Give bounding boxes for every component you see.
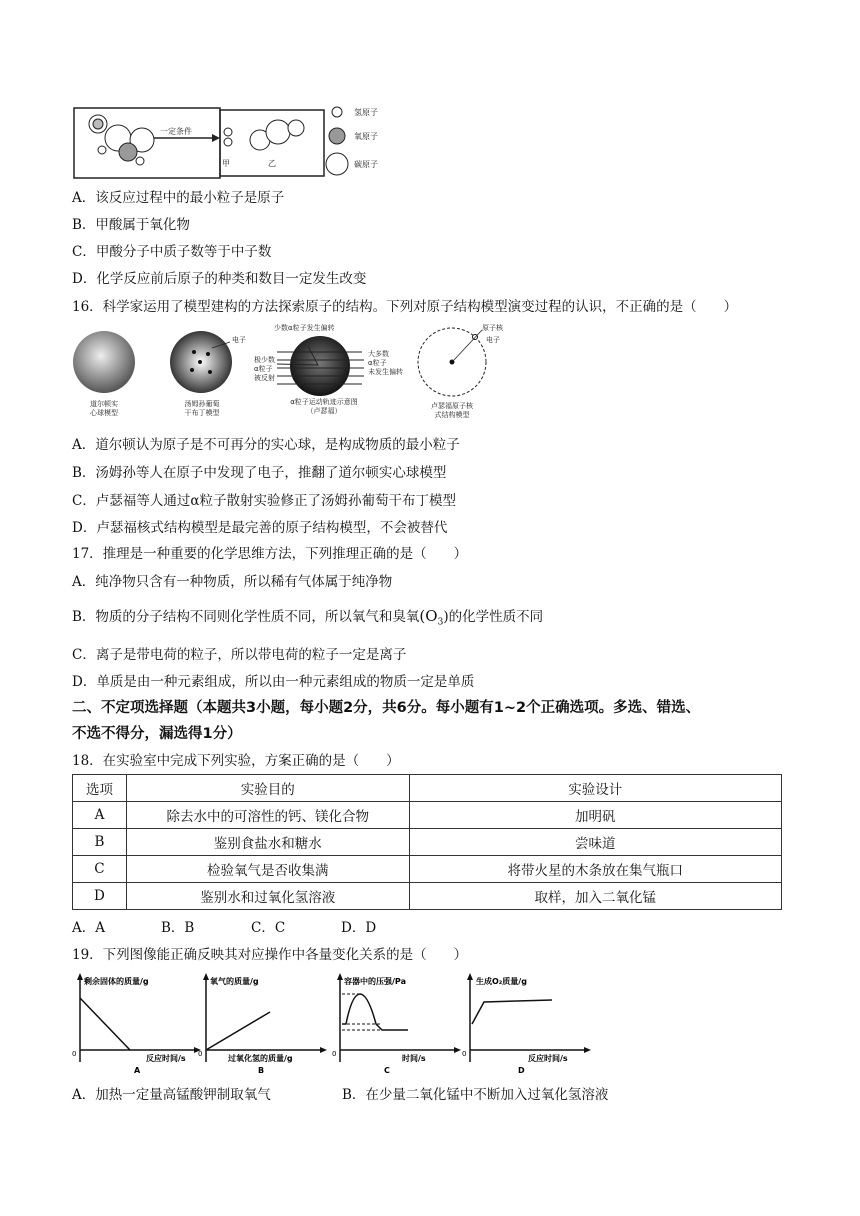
ozone-formula: (O [419,607,438,625]
q18-answer-a: A．A [72,920,105,936]
q19-stem: 19．下列图像能正确反映其对应操作中各量变化关系的是（ ） [72,947,468,963]
q17-option-b: B．物质的分子结构不同则化学性质不同，所以氧气和臭氧$(O_3)$的化学性质不同 [72,607,544,628]
table-header-row [73,775,782,802]
table-cell: 鉴别水和过氧化氢溶液 [126,883,409,910]
q16-option-c: C．卢瑟福等人通过α粒子散射实验修正了汤姆孙葡萄干布丁模型 [72,493,456,509]
q19-option-a: A．加热一定量高锰酸钾制取氧气 [72,1087,271,1103]
graph-d-xlabel: 反应时间/s [528,1054,568,1063]
table-cell: D [73,883,127,910]
q15-legend-c: 碳原子 [354,160,378,169]
nuclear-label-nucleus: 原子核 [482,324,503,332]
graph-d-origin: 0 [462,1050,467,1058]
table-cell: 检验氧气是否收集满 [126,856,409,883]
table-row [73,802,782,829]
table-row [73,883,782,910]
thomson-label: 电子 [232,336,246,344]
q15-product-jia: 甲 [222,159,230,168]
q17-option-a: A．纯净物只含有一种物质，所以稀有气体属于纯净物 [72,574,393,590]
q15-option-d: D．化学反应前后原子的种类和数目一定发生改变 [72,271,367,287]
graph-c-ylabel: 容器中的压强/Pa [344,977,406,986]
q19-graph-a [72,970,202,1076]
q18-answer-c: C．C [251,920,286,936]
graph-b-origin: 0 [198,1050,203,1058]
table-row [73,829,782,856]
q15-option-a: A．该反应过程中的最小粒子是原子 [72,190,285,206]
graph-c-letter: C [384,1066,390,1075]
q15-reaction-figure [72,104,412,182]
table-cell: 加明矾 [409,802,781,829]
graph-c-origin: 0 [332,1050,337,1058]
graph-b-letter: B [258,1066,265,1075]
q15-product-yi: 乙 [268,159,276,168]
graph-b-xlabel: 过氧化氢的质量/g [228,1054,293,1063]
q17-option-c: C．离子是带电荷的粒子，所以带电荷的粒子一定是离子 [72,647,407,663]
table-cell: B [73,829,127,856]
table-cell: 鉴别食盐水和糖水 [126,829,409,856]
q17-option-d: D．单质是由一种元素组成，所以由一种元素组成的物质一定是单质 [72,674,475,690]
section2-heading-line1: 二、不定项选择题（本题共3小题，每小题2分，共6分。每小题有1~2个正确选项。多选、错选、 [72,700,701,716]
nuclear-caption: 卢瑟福原子核 式结构模型 [431,402,473,419]
rutherford-top-label: 少数α粒子发生偏转 [274,324,335,332]
dalton-caption: 道尔顿实 心球模型 [90,400,118,417]
q15-arrow-label: 一定条件 [160,127,192,136]
q15-legend-o: 氧原子 [354,132,378,141]
q16-option-d: D．卢瑟福核式结构模型是最完善的原子结构模型，不会被替代 [72,520,448,536]
q16-atom-models-figure [72,322,512,418]
table-cell: C [73,856,127,883]
graph-a-origin: 0 [72,1050,77,1058]
header-option: 选项 [73,775,127,802]
graph-b-ylabel: 氧气的质量/g [210,977,259,986]
q18-answer-b: B．B [161,920,195,936]
table-cell: 取样，加入二氧化锰 [409,883,781,910]
q16-option-b: B．汤姆孙等人在原子中发现了电子，推翻了道尔顿实心球模型 [72,465,447,481]
q19-graph-b [198,970,328,1076]
header-purpose: 实验目的 [126,775,409,802]
q16-stem: 16．科学家运用了模型建构的方法探索原子的结构。下列对原子结构模型演变过程的认识，不正确的是（ ） [72,299,738,315]
header-design: 实验设计 [409,775,781,802]
table-cell: A [73,802,127,829]
rutherford-caption: α粒子运动轨迹示意图 （卢瑟福） [290,398,358,415]
section2-heading-line2: 不选不得分，漏选得1分） [72,726,242,742]
table-cell: 尝味道 [409,829,781,856]
graph-a-xlabel: 反应时间/s [146,1054,186,1063]
graph-a-ylabel: 剩余固体的质量/g [84,977,149,986]
q19-graph-d [462,970,592,1076]
q15-legend-h: 氢原子 [354,108,378,117]
rutherford-right-label: 大多数 α粒子 未发生偏转 [368,350,403,376]
q16-option-a: A．道尔顿认为原子是不可再分的实心球，是构成物质的最小粒子 [72,437,460,453]
table-cell: 将带火星的木条放在集气瓶口 [409,856,781,883]
thomson-caption: 汤姆孙葡萄 干布丁模型 [184,400,220,417]
rutherford-left-label: 极少数 α粒子 被反射 [254,356,275,382]
q18-stem: 18．在实验室中完成下列实验，方案正确的是（ ） [72,753,400,769]
q17-stem: 17．推理是一种重要的化学思维方法，下列推理正确的是（ ） [72,546,468,562]
table-row [73,856,782,883]
q15-option-c: C．甲酸分子中质子数等于中子数 [72,244,272,260]
nuclear-label-electron: 电子 [486,336,500,344]
q18-answer-d: D．D [341,920,377,936]
q15-option-b: B．甲酸属于氧化物 [72,217,190,233]
table-cell: 除去水中的可溶性的钙、镁化合物 [126,802,409,829]
graph-d-ylabel: 生成O₂质量/g [476,977,527,986]
q19-option-b: B．在少量二氧化锰中不断加入过氧化氢溶液 [342,1087,609,1103]
graph-d-letter: D [518,1066,525,1075]
q18-table [72,774,782,910]
graph-a-letter: A [134,1066,141,1075]
q19-graph-c [332,970,462,1076]
graph-c-xlabel: 时间/s [402,1054,426,1063]
